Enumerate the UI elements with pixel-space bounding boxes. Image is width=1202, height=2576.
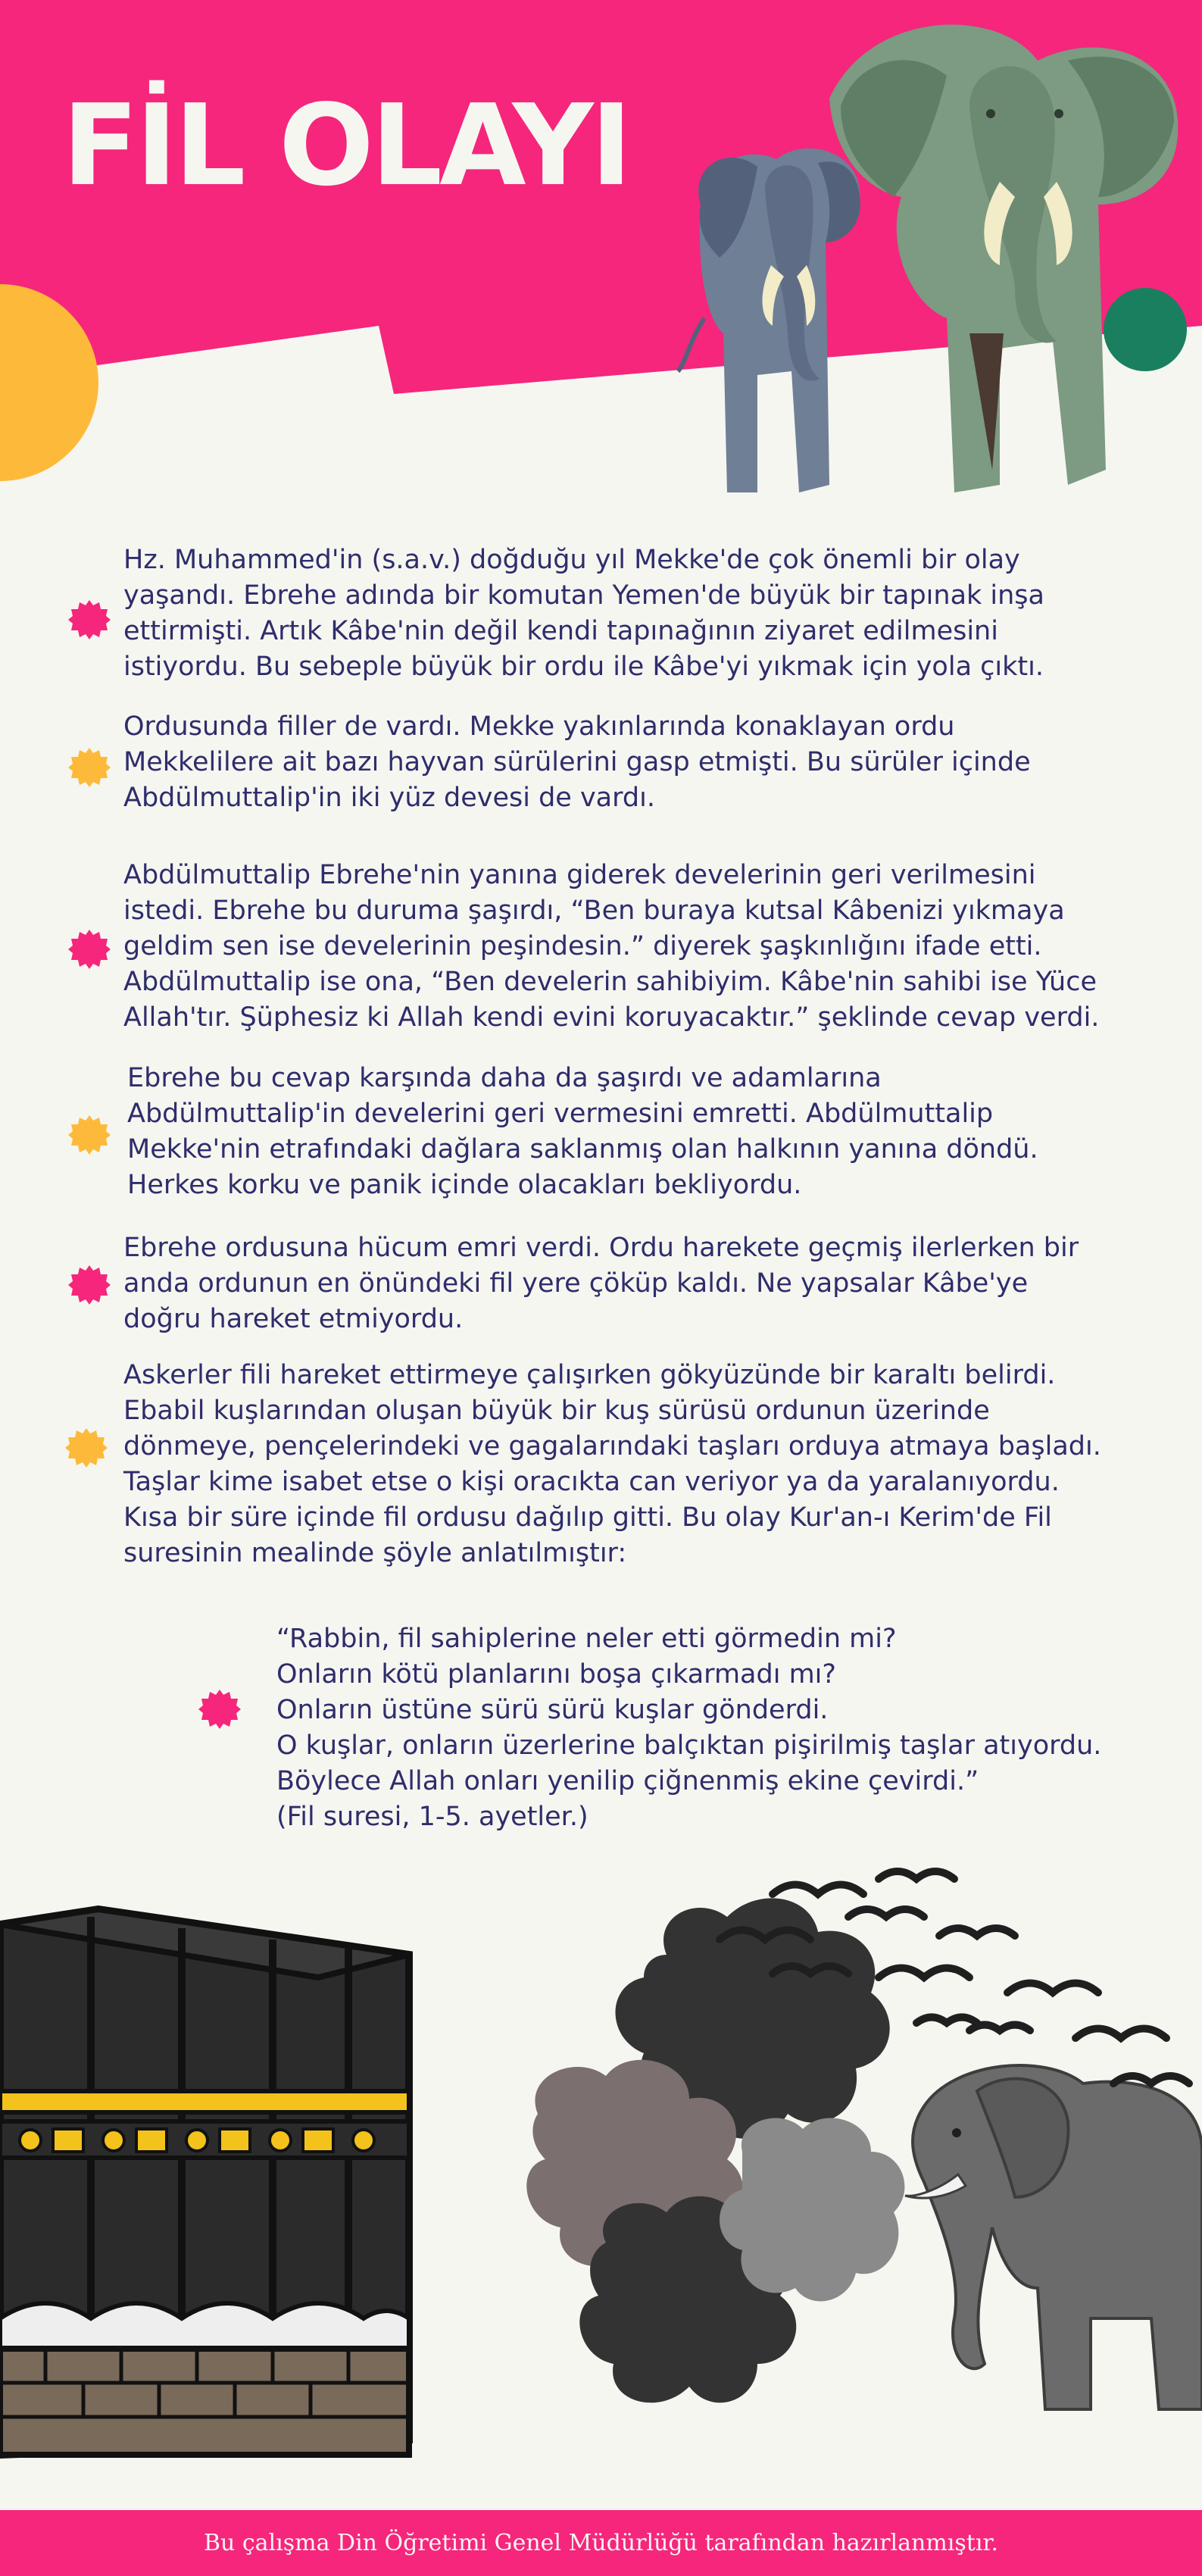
yellow-badge-icon: [68, 1114, 111, 1156]
small-elephant: [678, 148, 860, 492]
yellow-badge-icon: [65, 1427, 108, 1469]
pink-badge-icon: [68, 599, 111, 641]
story-paragraph-3: Abdülmuttalip Ebrehe'nin yanına giderek develerinin geri verilmesini istedi. Ebrehe bu duruma şaşırdı, “Ben buraya kutsal Kâbenizi yıkmaya geldim sen ise develerinin peşindesin.” diyerek şaşkınlığını ifade etti. Abdülmuttalip ise ona, “Ben develerin sahibiyim. Kâbe'nin sahibi ise Yüce Allah'tır. Şüphesiz ki Allah kendi evini koruyacaktır.” şeklinde cevap verdi.: [123, 860, 1100, 1033]
surah-quote: [276, 1621, 1185, 1835]
quote-line: “Rabbin, fil sahiplerine neler etti görmedin mi?: [276, 1624, 897, 1654]
pink-badge-icon: [68, 1264, 111, 1306]
yellow-badge-icon: [68, 746, 111, 789]
pink-badge-icon: [68, 928, 111, 971]
story-paragraph-4: Ebrehe bu cevap karşında daha da şaşırdı ve adamlarına Abdülmuttalip'in develerini geri vermesini emretti. Abdülmuttalip Mekke'nin etrafındaki dağlara saklanmış olan halkının yanına döndü. Herkes korku ve panik içinde olacakları bekliyordu.: [127, 1063, 1038, 1200]
page-title: FİL OLAYI: [62, 80, 629, 211]
quote-reference: (Fil suresi, 1-5. ayetler.): [276, 1802, 589, 1832]
story-paragraph-2: Ordusunda filler de vardı. Mekke yakınlarında konaklayan ordu Mekkelilere ait bazı hayvan sürülerini gasp etmişti. Bu sürüler içinde Abdülmuttalip'in iki yüz devesi de vardı.: [123, 711, 1031, 813]
footer-bar: [0, 2510, 1202, 2576]
elephant-icon: [905, 2065, 1202, 2409]
quote-line: Böylece Allah onları yenilip çiğnenmiş ekine çevirdi.”: [276, 1766, 979, 1796]
battle-scene: [515, 1864, 1202, 2462]
footer-credit: Bu çalışma Din Öğretimi Genel Müdürlüğü tarafından hazırlanmıştır.: [203, 2530, 999, 2556]
kaaba-icon: [0, 1894, 424, 2462]
quote-line: Onların kötü planlarını boşa çıkarmadı mı?: [276, 1659, 836, 1690]
story-paragraph-1: Hz. Muhammed'in (s.a.v.) doğduğu yıl Mekke'de çok önemli bir olay yaşandı. Ebrehe adında bir komutan Yemen'de büyük bir tapınak inşa ettirmişti. Artık Kâbe'nin değil kendi tapınağının ziyaret edilmesini istiyordu. Bu sebeple büyük bir ordu ile Kâbe'yi yıkmak için yola çıktı.: [123, 545, 1044, 682]
quote-line: O kuşlar, onların üzerlerine balçıktan pişirilmiş taşlar atıyordu.: [276, 1730, 1102, 1761]
large-elephant: [829, 25, 1178, 492]
story-paragraph-5: Ebrehe ordusuna hücum emri verdi. Ordu harekete geçmiş ilerlerken bir anda ordunun en önündeki fil yere çöküp kaldı. Ne yapsalar Kâbe'ye doğru hareket etmiyordu.: [123, 1233, 1079, 1334]
story-paragraph-6: Askerler fili hareket ettirmeye çalışırken gökyüzünde bir karaltı belirdi. Ebabil kuşlarından oluşan büyük bir kuş sürüsü ordunun üzerinde dönmeye, pençelerindeki ve gagalarındaki taşları orduya atmaya başladı. Taşlar kime isabet etse o kişi oracıkta can veriyor ya da yaralanıyordu. Kısa bir süre içinde fil ordusu dağılıp gitti. Bu olay Kur'an-ı Kerim'de Fil suresinin mealinde şöyle anlatılmıştır:: [123, 1360, 1101, 1568]
pink-badge-icon: [198, 1688, 241, 1730]
elephant-icon: [644, 15, 1202, 500]
quote-line: Onların üstüne sürü sürü kuşlar gönderdi.: [276, 1695, 829, 1725]
